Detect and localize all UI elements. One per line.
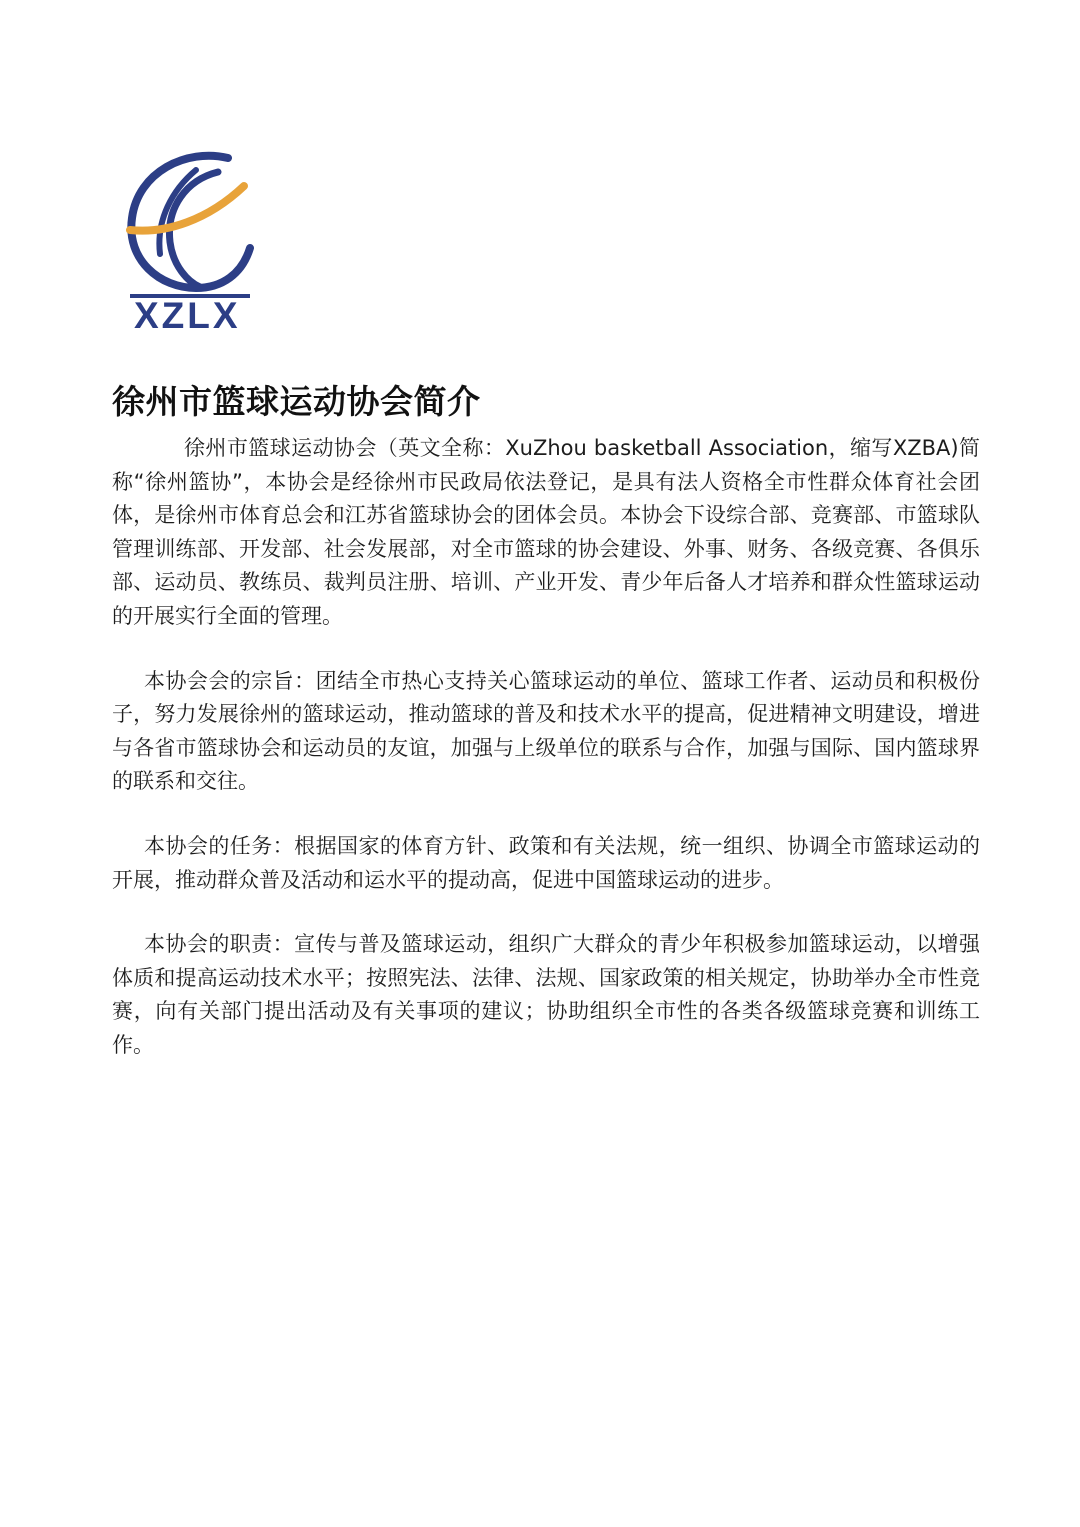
logo-text: XZLX [134, 295, 241, 336]
association-logo [126, 150, 256, 340]
intro-body [112, 432, 980, 1094]
paragraph-duties: 本协会的职责：宣传与普及篮球运动，组织广大群众的青少年积极参加篮球运动，以增强体质和提高运动技术水平；按照宪法、法律、法规、国家政策的相关规定，协助举办全市性竞赛，向有关部门提出活动及有关事项的建议；协助组织全市性的各类各级篮球竞赛和训练工作。 [112, 932, 980, 1057]
paragraph-overview: 徐州市篮球运动协会（英文全称：XuZhou basketball Association，缩写XZBA)简称“徐州篮协”，本协会是经徐州市民政局依法登记，是具有法人资格全市性群众体育社会团体，是徐州市体育总会和江苏省篮球协会的团体会员。本协会下设综合部、竞赛部、市篮球队管理训练部、开发部、社会发展部，对全市篮球的协会建设、外事、财务、各级竞赛、各俱乐部、运动员、教练员、裁判员注册、培训、产业开发、青少年后备人才培养和群众性篮球运动的开展实行全面的管理。 [112, 436, 980, 628]
page-title: 徐州市篮球运动协会简介 [112, 382, 481, 421]
paragraph-tasks: 本协会的任务：根据国家的体育方针、政策和有关法规，统一组织、协调全市篮球运动的开展，推动群众普及活动和运水平的提动高，促进中国篮球运动的进步。 [112, 833, 980, 892]
paragraph-purpose: 本协会会的宗旨：团结全市热心支持关心篮球运动的单位、篮球工作者、运动员和积极份子，努力发展徐州的篮球运动，推动篮球的普及和技术水平的提高，促进精神文明建设，增进与各省市篮球协会和运动员的友谊，加强与上级单位的联系与合作，加强与国际、国内篮球界的联系和交往。 [112, 668, 980, 794]
